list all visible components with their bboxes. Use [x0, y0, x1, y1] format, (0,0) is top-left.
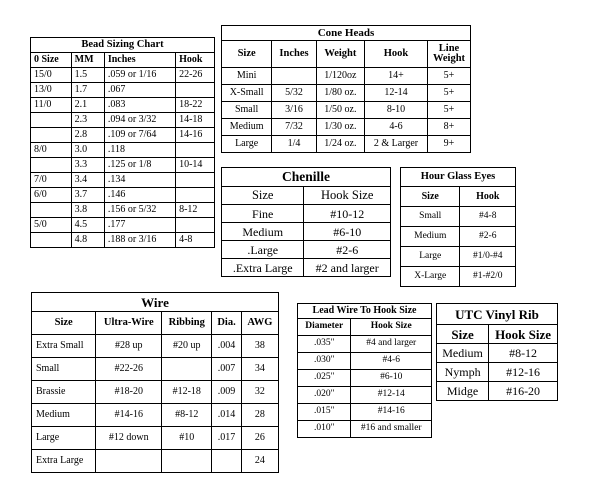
column-header: 0 Size — [31, 53, 72, 68]
column-header: Dia. — [212, 312, 241, 335]
table-cell: 14-16 — [176, 128, 215, 143]
table-cell: 28 — [241, 404, 278, 427]
column-header: Hook Size — [304, 187, 391, 205]
table-cell — [176, 218, 215, 233]
table-row — [31, 83, 215, 98]
table-cell: 11/0 — [31, 98, 72, 113]
table-row — [401, 267, 516, 287]
table-cell: #20 up — [162, 335, 212, 358]
table-cell: 3/16 — [272, 102, 316, 119]
table-cell: 2 & Larger — [364, 136, 427, 153]
table-cell: .020" — [298, 387, 351, 404]
bead-rows — [31, 68, 215, 248]
table-cell: .125 or 1/8 — [104, 158, 175, 173]
lead-wire-rows — [298, 336, 432, 438]
table-cell: .004 — [212, 335, 241, 358]
table-cell — [176, 83, 215, 98]
table-row — [222, 223, 391, 241]
table-row — [32, 450, 279, 473]
table-cell: #12-18 — [162, 381, 212, 404]
table-cell: .188 or 3/16 — [104, 233, 175, 248]
table-cell: 3.3 — [71, 158, 104, 173]
table-cell — [162, 358, 212, 381]
table-cell: 9+ — [428, 136, 471, 153]
table-cell: #16-20 — [489, 382, 558, 401]
table-row — [31, 173, 215, 188]
column-header: Line Weight — [428, 41, 471, 68]
column-header: Size — [222, 187, 304, 205]
table-cell: 1.5 — [71, 68, 104, 83]
table-cell: 4.8 — [71, 233, 104, 248]
table-cell: 6/0 — [31, 188, 72, 203]
table-cell: .014 — [212, 404, 241, 427]
table-cell: 26 — [241, 427, 278, 450]
table-cell: .025" — [298, 370, 351, 387]
table-cell: .Large — [222, 241, 304, 259]
table-row — [437, 382, 558, 401]
table-cell: #16 and smaller — [351, 421, 432, 438]
table-cell: 22-26 — [176, 68, 215, 83]
column-header: MM — [71, 53, 104, 68]
column-header: Hook — [364, 41, 427, 68]
table-cell: 2.8 — [71, 128, 104, 143]
hour-glass-rows — [401, 207, 516, 287]
table-cell: 4-6 — [364, 119, 427, 136]
table-row — [32, 404, 279, 427]
column-header: Diameter — [298, 319, 351, 336]
column-header: Hook Size — [489, 325, 558, 344]
table-cell: #6-10 — [304, 223, 391, 241]
bead-sizing-chart — [30, 37, 215, 248]
table-row — [298, 353, 432, 370]
table-cell: 3.7 — [71, 188, 104, 203]
table-cell: Nymph — [437, 363, 489, 382]
column-header: Size — [222, 41, 272, 68]
table-cell — [212, 450, 241, 473]
table-cell: .067 — [104, 83, 175, 98]
table-cell: .010" — [298, 421, 351, 438]
table-row — [222, 119, 471, 136]
table-cell: Small — [401, 207, 460, 227]
table-cell: 7/32 — [272, 119, 316, 136]
table-row — [437, 363, 558, 382]
table-cell: Small — [222, 102, 272, 119]
column-header: Size — [437, 325, 489, 344]
table-cell: X-Large — [401, 267, 460, 287]
table-cell: Mini — [222, 68, 272, 85]
table-row — [31, 218, 215, 233]
column-header: Inches — [104, 53, 175, 68]
table-cell: Medium — [222, 223, 304, 241]
table-cell: 3.0 — [71, 143, 104, 158]
table-cell: 5+ — [428, 102, 471, 119]
column-header: Size — [32, 312, 96, 335]
table-title: Cone Heads — [222, 26, 471, 41]
table-cell: .007 — [212, 358, 241, 381]
table-cell: 15/0 — [31, 68, 72, 83]
table-cell: 10-14 — [176, 158, 215, 173]
table-cell: .177 — [104, 218, 175, 233]
table-cell: 1/30 oz. — [316, 119, 364, 136]
table-cell: 24 — [241, 450, 278, 473]
cone-rows — [222, 68, 471, 153]
cone-heads-table — [221, 25, 471, 153]
table-row — [31, 203, 215, 218]
table-cell: .094 or 3/32 — [104, 113, 175, 128]
table-row — [222, 102, 471, 119]
table-cell: 8/0 — [31, 143, 72, 158]
table-cell: Midge — [437, 382, 489, 401]
table-cell: 14+ — [364, 68, 427, 85]
table-row — [401, 227, 516, 247]
table-cell: #14-16 — [96, 404, 162, 427]
column-header: Ultra-Wire — [96, 312, 162, 335]
table-cell: .Extra Large — [222, 259, 304, 277]
table-cell: 2.3 — [71, 113, 104, 128]
table-row — [298, 421, 432, 438]
lead-wire-table — [297, 303, 432, 438]
table-cell: 5+ — [428, 85, 471, 102]
hour-glass-eyes-table — [400, 167, 516, 287]
table-cell: 32 — [241, 381, 278, 404]
table-title: Hour Glass Eyes — [401, 168, 516, 187]
table-cell: 1/24 oz. — [316, 136, 364, 153]
table-cell: #6-10 — [351, 370, 432, 387]
table-cell: 3.4 — [71, 173, 104, 188]
table-cell: Extra Large — [32, 450, 96, 473]
table-cell: X-Small — [222, 85, 272, 102]
table-cell: Large — [222, 136, 272, 153]
table-cell: #4 and larger — [351, 336, 432, 353]
table-cell: Medium — [401, 227, 460, 247]
table-row — [222, 85, 471, 102]
table-row — [31, 188, 215, 203]
table-row — [31, 68, 215, 83]
table-cell: 18-22 — [176, 98, 215, 113]
table-cell: .134 — [104, 173, 175, 188]
table-cell — [96, 450, 162, 473]
table-cell: 1/120oz — [316, 68, 364, 85]
table-cell: #2-6 — [460, 227, 516, 247]
table-cell: #22-26 — [96, 358, 162, 381]
column-header: Hook Size — [351, 319, 432, 336]
table-cell: #12-16 — [489, 363, 558, 382]
table-cell: 2.1 — [71, 98, 104, 113]
table-cell: .030" — [298, 353, 351, 370]
column-header: Inches — [272, 41, 316, 68]
wire-table — [31, 292, 279, 473]
chenille-rows — [222, 205, 391, 277]
table-cell: #14-16 — [351, 404, 432, 421]
table-row — [222, 259, 391, 277]
table-row — [32, 381, 279, 404]
table-cell: #8-12 — [489, 344, 558, 363]
table-cell: 1/80 oz. — [316, 85, 364, 102]
table-title: Chenille — [222, 168, 391, 187]
table-cell: .118 — [104, 143, 175, 158]
table-cell: 5/0 — [31, 218, 72, 233]
table-cell: 38 — [241, 335, 278, 358]
table-row — [222, 241, 391, 259]
table-cell: 1/4 — [272, 136, 316, 153]
table-cell: .035" — [298, 336, 351, 353]
table-cell: Medium — [32, 404, 96, 427]
table-row — [298, 370, 432, 387]
column-header: Ribbing — [162, 312, 212, 335]
table-cell: .059 or 1/16 — [104, 68, 175, 83]
wire-rows — [32, 335, 279, 473]
table-row — [222, 205, 391, 223]
table-cell: 34 — [241, 358, 278, 381]
table-cell: .009 — [212, 381, 241, 404]
table-cell: 8+ — [428, 119, 471, 136]
table-row — [31, 143, 215, 158]
table-cell: .083 — [104, 98, 175, 113]
table-cell: 1/50 oz. — [316, 102, 364, 119]
table-cell: .015" — [298, 404, 351, 421]
table-cell: #1-#2/0 — [460, 267, 516, 287]
table-row — [401, 207, 516, 227]
utc-rows — [437, 344, 558, 401]
table-row — [222, 136, 471, 153]
table-cell — [272, 68, 316, 85]
table-cell — [176, 188, 215, 203]
table-row — [32, 358, 279, 381]
table-cell: .017 — [212, 427, 241, 450]
table-cell: 12-14 — [364, 85, 427, 102]
table-cell: 13/0 — [31, 83, 72, 98]
table-row — [31, 128, 215, 143]
table-row — [31, 158, 215, 173]
table-cell: 4.5 — [71, 218, 104, 233]
table-cell: #10-12 — [304, 205, 391, 223]
table-cell: Large — [32, 427, 96, 450]
utc-vinyl-rib-table — [436, 303, 558, 401]
table-row — [222, 68, 471, 85]
table-cell: 1.7 — [71, 83, 104, 98]
table-cell — [31, 158, 72, 173]
column-header: Hook — [176, 53, 215, 68]
table-cell: #4-6 — [351, 353, 432, 370]
table-cell: Extra Small — [32, 335, 96, 358]
table-cell: #28 up — [96, 335, 162, 358]
table-row — [32, 427, 279, 450]
table-cell: Medium — [222, 119, 272, 136]
table-row — [437, 344, 558, 363]
table-cell: .109 or 7/64 — [104, 128, 175, 143]
table-row — [32, 335, 279, 358]
table-cell: 4-8 — [176, 233, 215, 248]
table-cell: 5/32 — [272, 85, 316, 102]
table-cell: 7/0 — [31, 173, 72, 188]
column-header: Size — [401, 187, 460, 207]
table-cell: 3.8 — [71, 203, 104, 218]
table-cell — [31, 203, 72, 218]
table-cell: #2-6 — [304, 241, 391, 259]
table-title: UTC Vinyl Rib — [437, 304, 558, 325]
table-cell: Brassie — [32, 381, 96, 404]
table-cell: Fine — [222, 205, 304, 223]
table-title: Wire — [32, 293, 279, 312]
column-header: AWG — [241, 312, 278, 335]
table-row — [298, 404, 432, 421]
table-cell: 8-12 — [176, 203, 215, 218]
table-cell — [31, 233, 72, 248]
table-cell: .146 — [104, 188, 175, 203]
table-row — [298, 336, 432, 353]
table-row — [31, 113, 215, 128]
table-cell: #12 down — [96, 427, 162, 450]
table-cell — [31, 113, 72, 128]
table-row — [31, 233, 215, 248]
table-cell: 5+ — [428, 68, 471, 85]
table-row — [401, 247, 516, 267]
table-cell — [31, 128, 72, 143]
table-cell: Small — [32, 358, 96, 381]
table-cell — [176, 143, 215, 158]
table-cell: Medium — [437, 344, 489, 363]
table-row — [298, 387, 432, 404]
table-cell: #2 and larger — [304, 259, 391, 277]
table-row — [31, 98, 215, 113]
table-cell: #10 — [162, 427, 212, 450]
table-cell: #8-12 — [162, 404, 212, 427]
table-cell: #4-8 — [460, 207, 516, 227]
chenille-table — [221, 167, 391, 277]
table-cell: #18-20 — [96, 381, 162, 404]
table-cell — [176, 173, 215, 188]
column-header: Weight — [316, 41, 364, 68]
table-cell: 8-10 — [364, 102, 427, 119]
table-cell: #1/0-#4 — [460, 247, 516, 267]
table-cell — [162, 450, 212, 473]
table-cell: .156 or 5/32 — [104, 203, 175, 218]
table-title: Lead Wire To Hook Size — [298, 304, 432, 319]
table-cell: #12-14 — [351, 387, 432, 404]
column-header: Hook — [460, 187, 516, 207]
table-cell: 14-18 — [176, 113, 215, 128]
table-cell: Large — [401, 247, 460, 267]
table-title: Bead Sizing Chart — [31, 38, 215, 53]
